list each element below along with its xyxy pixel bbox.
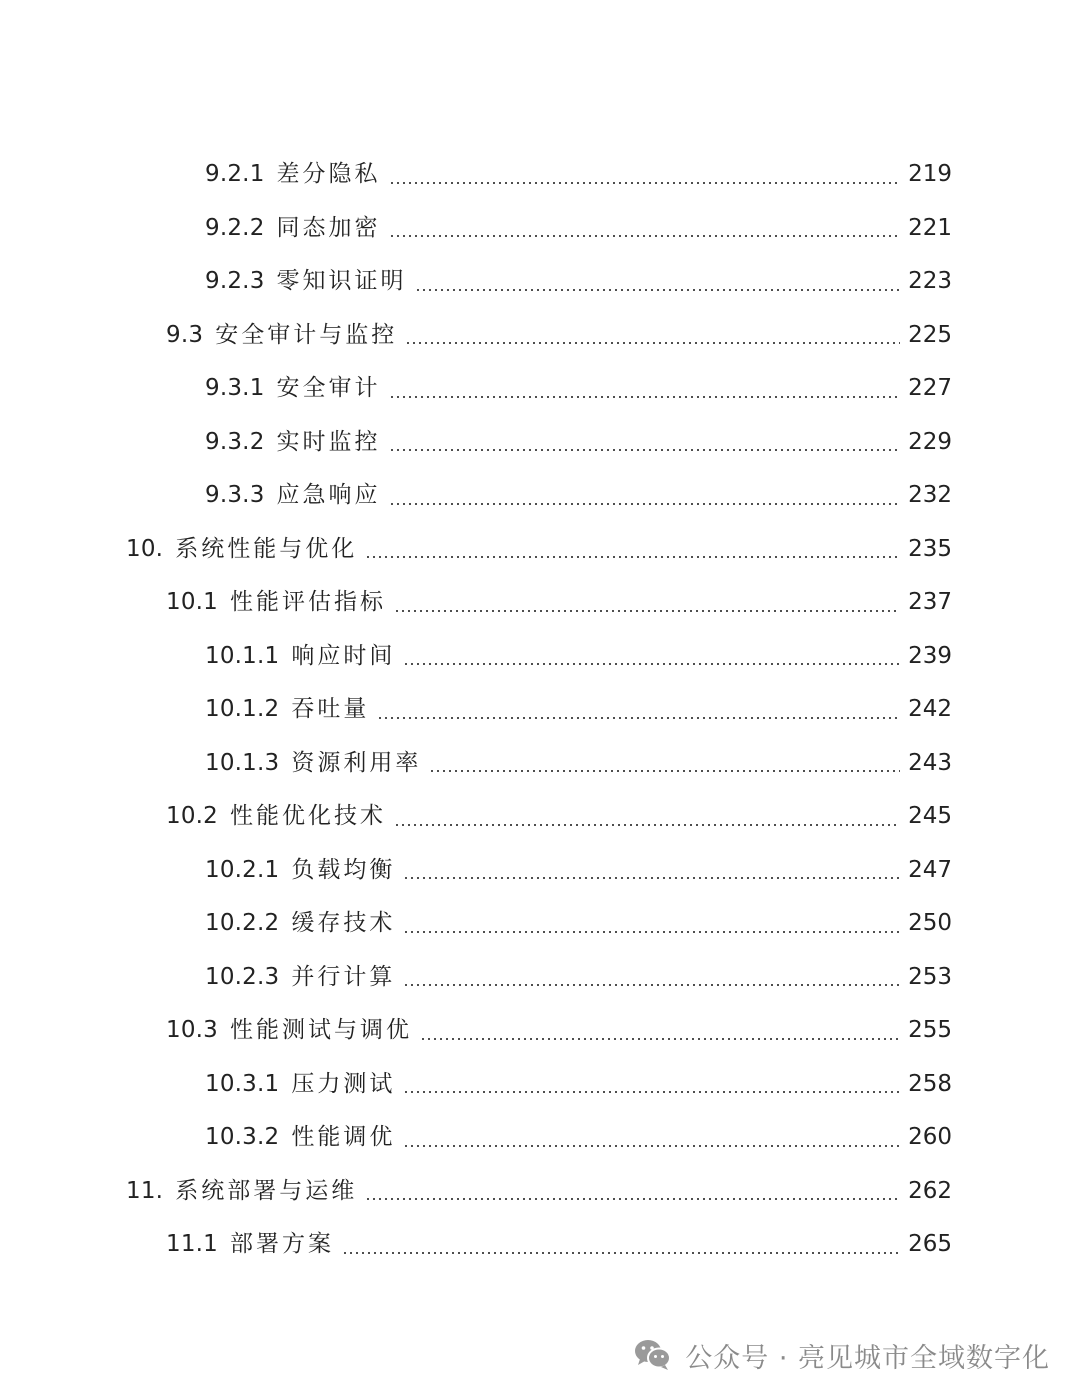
toc-entry bbox=[0, 1218, 1080, 1272]
toc-entry-title: 差分隐私 bbox=[276, 161, 381, 188]
toc-entry-page: 237 bbox=[908, 589, 952, 616]
toc-entry-title: 系统部署与运维 bbox=[175, 1177, 358, 1204]
toc-entry bbox=[0, 844, 1080, 898]
toc-entry bbox=[0, 523, 1080, 577]
toc-entry-number: 9.2.1 bbox=[205, 161, 265, 188]
toc-entry bbox=[0, 790, 1080, 844]
toc-entry-title: 资源利用率 bbox=[291, 749, 422, 776]
toc-entry-title: 实时监控 bbox=[276, 428, 381, 455]
toc-dot-leader bbox=[389, 503, 901, 505]
toc-entry-number: 10.2.2 bbox=[205, 910, 280, 937]
toc-entry-page: 243 bbox=[908, 749, 952, 776]
toc-dot-leader bbox=[342, 1252, 900, 1254]
toc-entry-page: 260 bbox=[908, 1124, 952, 1151]
watermark-text: 公众号 · 亮见城市全域数字化 bbox=[685, 1342, 1050, 1374]
toc-dot-leader bbox=[403, 984, 900, 986]
toc-entry-number: 10.1.1 bbox=[205, 642, 280, 669]
toc-entry bbox=[0, 255, 1080, 309]
toc-dot-leader bbox=[394, 824, 900, 826]
toc-entry-title: 负载均衡 bbox=[291, 856, 396, 883]
toc-entry-page: 227 bbox=[908, 375, 952, 402]
toc-entry bbox=[0, 1058, 1080, 1112]
toc-entry-title: 缓存技术 bbox=[291, 910, 396, 937]
toc-entry bbox=[0, 148, 1080, 202]
toc-dot-leader bbox=[403, 663, 900, 665]
toc-entry-title: 安全审计 bbox=[276, 375, 381, 402]
toc-entry bbox=[0, 683, 1080, 737]
toc-entry-title: 性能优化技术 bbox=[230, 803, 387, 830]
toc-entry-page: 255 bbox=[908, 1017, 952, 1044]
toc-entry-title: 性能测试与调优 bbox=[230, 1017, 413, 1044]
toc-entry-title: 响应时间 bbox=[291, 642, 396, 669]
toc-entry-page: 229 bbox=[908, 428, 952, 455]
toc-entry-number: 10.1 bbox=[166, 589, 219, 616]
toc-entry-page: 242 bbox=[908, 696, 952, 723]
toc-dot-leader bbox=[405, 342, 900, 344]
toc-entry-title: 同态加密 bbox=[276, 214, 381, 241]
toc-entry-title: 部署方案 bbox=[230, 1231, 335, 1258]
toc-dot-leader bbox=[403, 1091, 900, 1093]
toc-entry-page: 235 bbox=[908, 535, 952, 562]
toc-entry-page: 239 bbox=[908, 642, 952, 669]
toc-dot-leader bbox=[365, 556, 900, 558]
toc-dot-leader bbox=[403, 931, 900, 933]
toc-entry bbox=[0, 309, 1080, 363]
toc-entry-title: 系统性能与优化 bbox=[175, 535, 358, 562]
toc-dot-leader bbox=[403, 877, 900, 879]
toc-entry-title: 安全审计与监控 bbox=[215, 321, 398, 348]
toc-entry-page: 265 bbox=[908, 1231, 952, 1258]
toc-entry-page: 232 bbox=[908, 482, 952, 509]
toc-entry-page: 250 bbox=[908, 910, 952, 937]
toc-dot-leader bbox=[365, 1198, 900, 1200]
toc-entry-number: 11. bbox=[126, 1177, 164, 1204]
toc-entry bbox=[0, 362, 1080, 416]
toc-dot-leader bbox=[377, 717, 900, 719]
toc-dot-leader bbox=[420, 1038, 900, 1040]
toc-entry bbox=[0, 576, 1080, 630]
toc-entry-page: 258 bbox=[908, 1070, 952, 1097]
toc-entry-number: 9.3 bbox=[166, 321, 204, 348]
toc-entry bbox=[0, 1165, 1080, 1219]
toc-entry-page: 247 bbox=[908, 856, 952, 883]
toc-entry-title: 并行计算 bbox=[291, 963, 396, 990]
toc-entry-title: 性能调优 bbox=[291, 1124, 396, 1151]
toc-entry-number: 10.2 bbox=[166, 803, 219, 830]
watermark bbox=[633, 1333, 1050, 1377]
toc-entry-title: 零知识证明 bbox=[276, 268, 407, 295]
toc-entry-number: 9.3.1 bbox=[205, 375, 265, 402]
toc-entry bbox=[0, 1111, 1080, 1165]
toc-entry-number: 10.2.3 bbox=[205, 963, 280, 990]
toc-entry bbox=[0, 202, 1080, 256]
toc-dot-leader bbox=[394, 610, 900, 612]
toc-entry-number: 10.1.3 bbox=[205, 749, 280, 776]
toc-entry-number: 10.1.2 bbox=[205, 696, 280, 723]
toc-entry-number: 10.3.1 bbox=[205, 1070, 280, 1097]
toc-entry-number: 11.1 bbox=[166, 1231, 219, 1258]
toc-entry-number: 10.3.2 bbox=[205, 1124, 280, 1151]
toc-dot-leader bbox=[403, 1145, 900, 1147]
toc-entry bbox=[0, 630, 1080, 684]
toc-entry-page: 219 bbox=[908, 161, 952, 188]
toc-entry-number: 9.2.2 bbox=[205, 214, 265, 241]
toc-entry-number: 10.2.1 bbox=[205, 856, 280, 883]
toc-entry bbox=[0, 897, 1080, 951]
toc-dot-leader bbox=[389, 449, 901, 451]
toc-entry-title: 应急响应 bbox=[276, 482, 381, 509]
toc-entry bbox=[0, 416, 1080, 470]
toc-dot-leader bbox=[415, 289, 901, 291]
toc-entry-page: 223 bbox=[908, 268, 952, 295]
toc-entry-number: 9.3.2 bbox=[205, 428, 265, 455]
toc-entry-number: 10.3 bbox=[166, 1017, 219, 1044]
toc-entry-page: 245 bbox=[908, 803, 952, 830]
toc-dot-leader bbox=[389, 182, 901, 184]
toc-entry-number: 10. bbox=[126, 535, 164, 562]
toc-entry bbox=[0, 469, 1080, 523]
toc-entry-title: 性能评估指标 bbox=[230, 589, 387, 616]
toc-entry-page: 253 bbox=[908, 963, 952, 990]
toc-dot-leader bbox=[389, 235, 901, 237]
toc-entry-page: 221 bbox=[908, 214, 952, 241]
toc-entry-number: 9.3.3 bbox=[205, 482, 265, 509]
toc-entry-title: 吞吐量 bbox=[291, 696, 370, 723]
toc-entry-number: 9.2.3 bbox=[205, 268, 265, 295]
toc-entry bbox=[0, 951, 1080, 1005]
wechat-icon bbox=[633, 1338, 673, 1372]
table-of-contents bbox=[0, 148, 1080, 1272]
toc-entry bbox=[0, 737, 1080, 791]
toc-entry bbox=[0, 1004, 1080, 1058]
toc-dot-leader bbox=[429, 770, 900, 772]
toc-entry-page: 262 bbox=[908, 1177, 952, 1204]
toc-dot-leader bbox=[389, 396, 901, 398]
toc-entry-page: 225 bbox=[908, 321, 952, 348]
toc-entry-title: 压力测试 bbox=[291, 1070, 396, 1097]
